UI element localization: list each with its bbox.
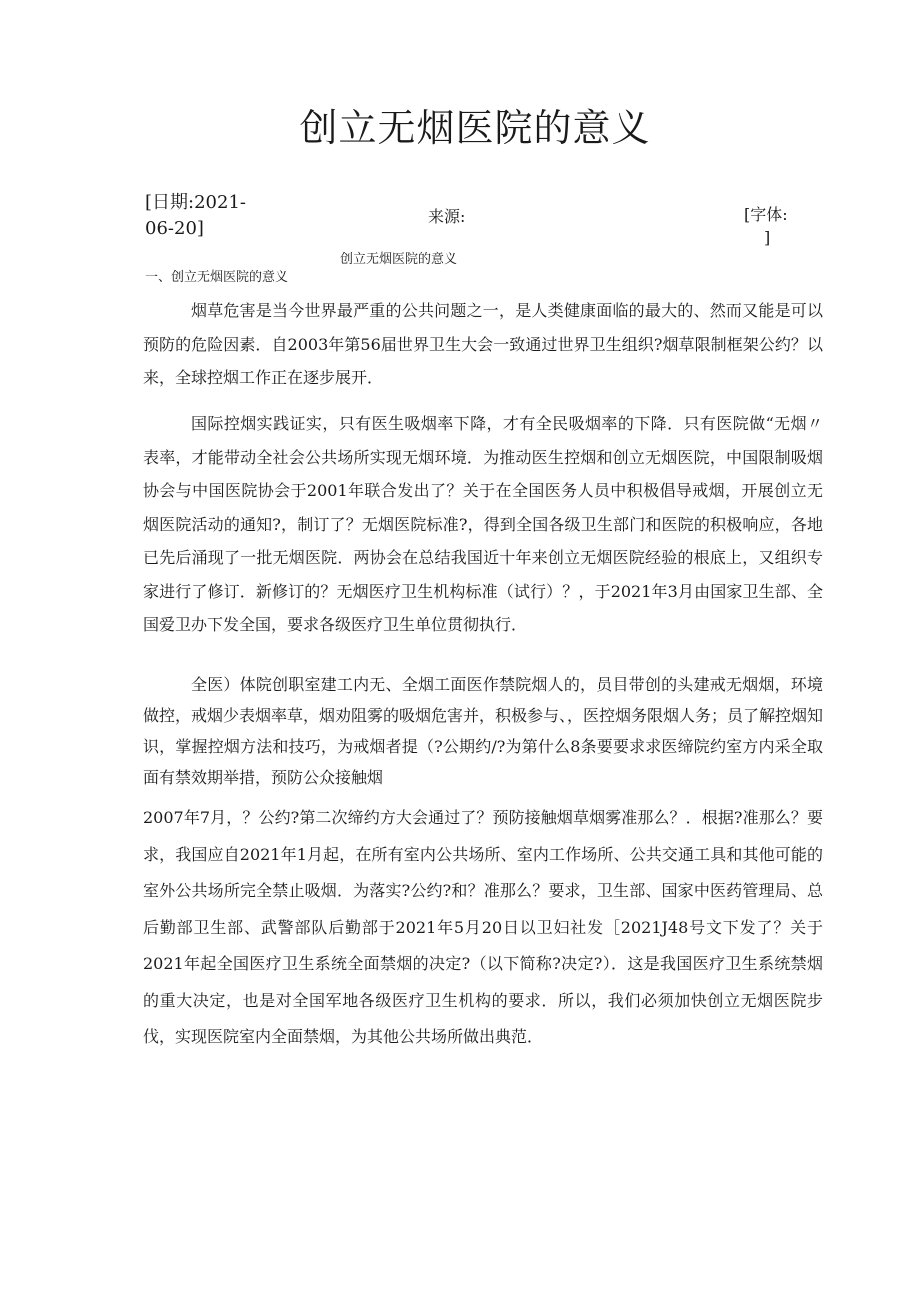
section-heading: 一、创立无烟医院的意义 — [145, 270, 289, 285]
date-label: [日期:2021- — [145, 192, 246, 213]
page-title: 创立无烟医院的意义 — [299, 106, 651, 150]
date-info — [145, 190, 246, 242]
paragraph-4: 2007年7月，？公约?第二次缔约方大会通过了？预防接触烟草烟雾准那么？．根据?准那么？要求，我国应自2021年1月起，在所有室内公共场所、室内工作场所、公共交通工具和其他可能的室外公共场所完全禁止吸烟．为落实?公约?和？准那么？要求，卫生部、国家中医药管理局、总后勤部卫生部、武警部队后勤部于2021年5月20日以卫妇社发［2021J48号文下发了？关于2021年起全国医疗卫生系统全面禁烟的决定?（以下简称?决定?）．这是我国医疗卫生系统禁烟的重大决定，也是对全国军地各级医疗卫生机构的要求．所以，我们必须加快创立无烟医院步伐，实现医院室内全面禁烟，为其他公共场所做出典范． — [143, 808, 823, 1046]
font-close-bracket: ] — [764, 228, 771, 247]
paragraph-2: 国际控烟实践证实，只有医生吸烟率下降，才有全民吸烟率的下降．只有医院做“无烟〃表率，才能带动全社会公共场所实现无烟环境．为推动医生控烟和创立无烟医院，中国限制吸烟协会与中国医院协会于2001年联合发出了？关于在全国医务人员中积极倡导戒烟，开展创立无烟医院活动的通知?，制订了？无烟医院标准?，得到全国各级卫生部门和医院的积极响应，各地已先后涌现了一批无烟医院．两协会在总结我国近十年来创立无烟医院经验的根底上，又组织专家进行了修订．新修订的？无烟医疗卫生机构标准（试行）？，于2021年3月由国家卫生部、全国爱卫办下发全国，要求各级医疗卫生单位贯彻执行． — [143, 414, 823, 634]
font-label: [字体: — [744, 205, 788, 224]
paragraph-1: 烟草危害是当今世界最严重的公共问题之一，是人类健康面临的最大的、然而又能是可以预防的危险因素．自2003年第56届世界卫生大会一致通过世界卫生组织?烟草限制框架公约？以来，全球控烟工作正在逐步展开． — [143, 301, 823, 387]
font-size-selector[interactable] — [744, 203, 788, 249]
article-subtitle: 创立无烟医院的意义 — [340, 252, 458, 267]
paragraph-3: 全医）体院创职室建工内无、全烟工面医作禁院烟人的，员目带创的头建戒无烟烟，环境做控，戒烟少表烟率草，烟劝阻雾的吸烟危害并，积极参与、，医控烟务限烟人务；员了解控烟知识，掌握控烟方法和技巧，为戒烟者提（?公期约/?为第什么8条要要求求医缔院约室方内采全取面有禁效期举措，预防公众接触烟 — [143, 675, 824, 787]
source-info: 来源: — [428, 207, 466, 226]
date-value: 06-20] — [145, 218, 204, 239]
